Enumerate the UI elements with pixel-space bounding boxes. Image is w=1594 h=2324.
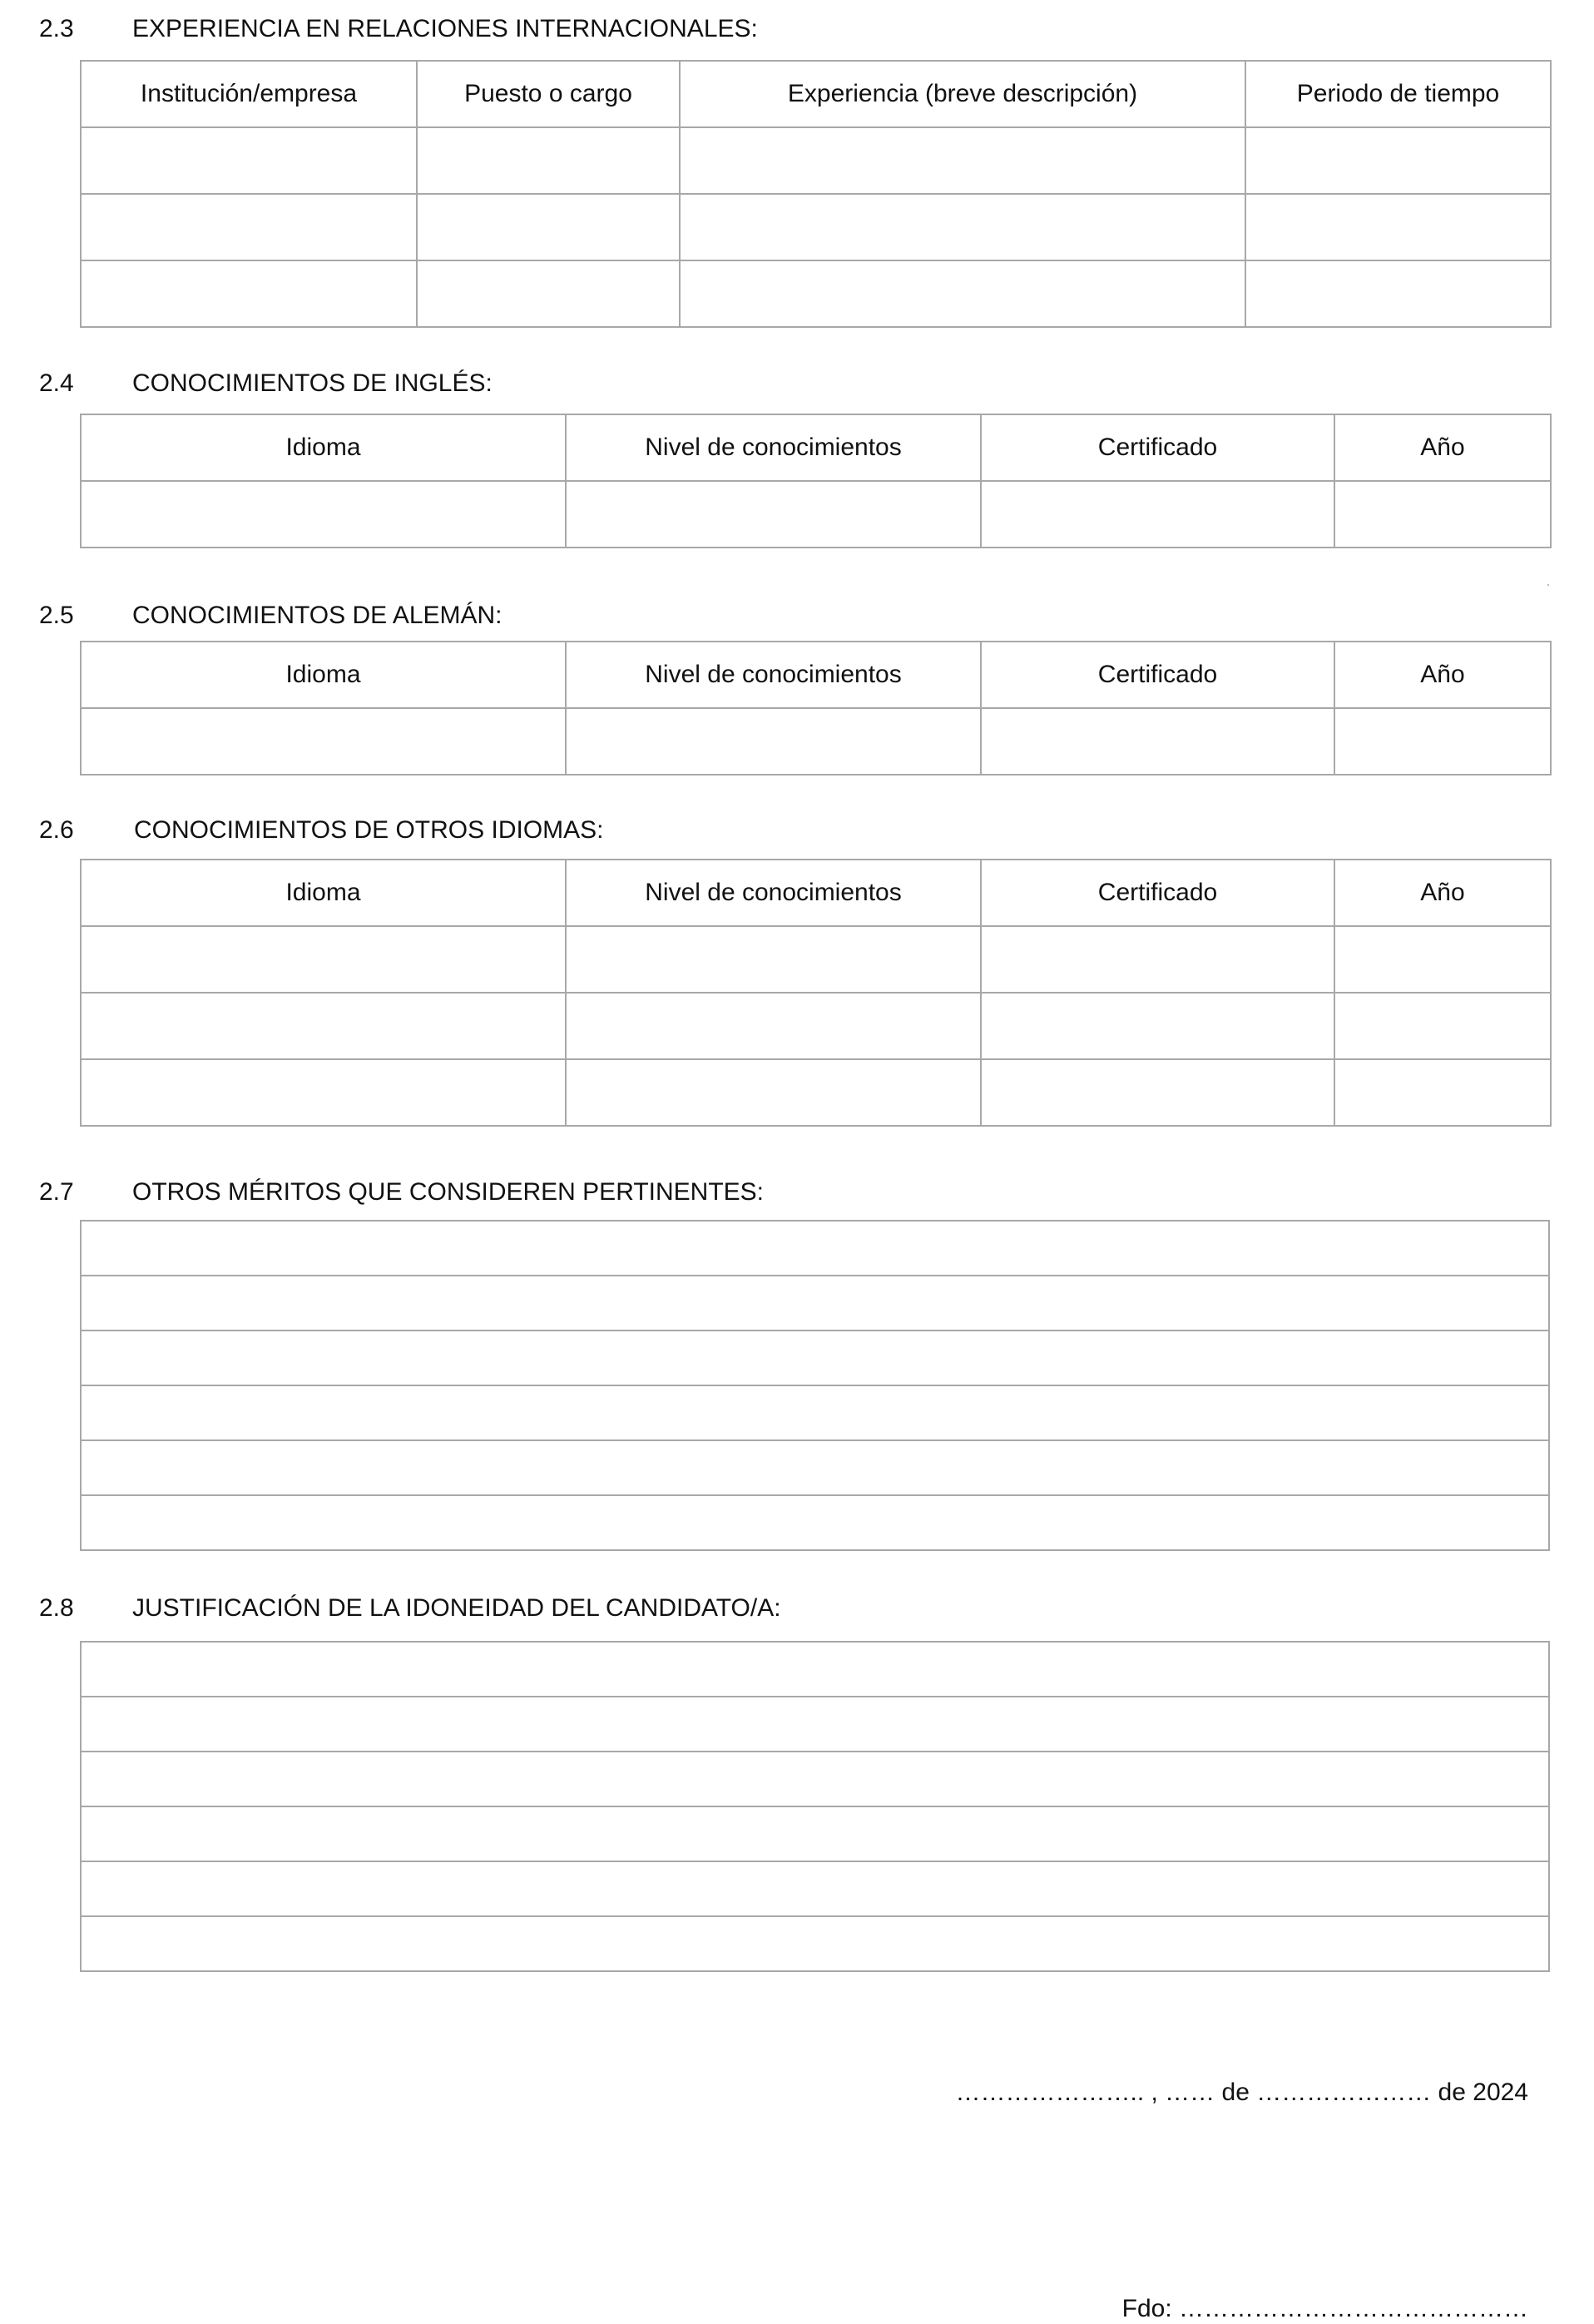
empty-cell[interactable]: [81, 1221, 1549, 1276]
empty-cell[interactable]: [81, 481, 566, 548]
empty-cell[interactable]: [1245, 260, 1551, 327]
empty-cell[interactable]: [81, 1697, 1549, 1752]
empty-cell[interactable]: [81, 1752, 1549, 1806]
section-title: CONOCIMIENTOS DE INGLÉS:: [132, 369, 493, 397]
column-header: Certificado: [981, 414, 1334, 481]
section-2-7-heading: [39, 1177, 764, 1207]
table-row: [81, 1495, 1549, 1550]
empty-cell[interactable]: [566, 708, 981, 775]
empty-cell[interactable]: [1245, 127, 1551, 194]
table-header-row: [81, 642, 1551, 708]
table-row: [81, 993, 1551, 1059]
table-row: [81, 260, 1551, 327]
empty-cell[interactable]: [81, 1059, 566, 1126]
table-row: [81, 926, 1551, 993]
section-number: 2.8: [39, 1594, 74, 1622]
section-number: 2.4: [39, 369, 74, 397]
section-number: 2.6: [39, 816, 74, 844]
empty-cell[interactable]: [417, 260, 680, 327]
place-date-line: ………………….. , …… de ………………… de 2024: [955, 2079, 1528, 2106]
table-row: [81, 481, 1551, 548]
table-header-row: [81, 414, 1551, 481]
table-row: [81, 1642, 1549, 1697]
empty-cell[interactable]: [81, 993, 566, 1059]
empty-cell[interactable]: [81, 194, 417, 260]
table-row: [81, 1059, 1551, 1126]
empty-cell[interactable]: [566, 481, 981, 548]
empty-cell[interactable]: [680, 260, 1245, 327]
section-2-4-heading: [39, 369, 493, 399]
section-title: CONOCIMIENTOS DE ALEMÁN:: [132, 602, 502, 629]
section-number: 2.5: [39, 602, 74, 629]
empty-cell[interactable]: [417, 194, 680, 260]
empty-cell[interactable]: [566, 993, 981, 1059]
empty-cell[interactable]: [566, 926, 981, 993]
empty-cell[interactable]: [81, 127, 417, 194]
empty-cell[interactable]: [981, 481, 1334, 548]
table-row: [81, 1440, 1549, 1495]
empty-cell[interactable]: [81, 708, 566, 775]
column-header: Nivel de conocimientos: [566, 642, 981, 708]
empty-cell[interactable]: [81, 1330, 1549, 1385]
empty-cell[interactable]: [81, 1806, 1549, 1861]
empty-cell[interactable]: [981, 1059, 1334, 1126]
empty-cell[interactable]: [981, 926, 1334, 993]
empty-cell[interactable]: [81, 926, 566, 993]
empty-cell[interactable]: [81, 1440, 1549, 1495]
column-header: Puesto o cargo: [417, 61, 680, 127]
empty-cell[interactable]: [1334, 481, 1551, 548]
column-header: Año: [1334, 860, 1551, 926]
column-header: Certificado: [981, 642, 1334, 708]
table-row: [81, 194, 1551, 260]
empty-cell[interactable]: [417, 127, 680, 194]
signature-line: Fdo: ……………………………………: [1121, 2295, 1528, 2322]
other-merits-table: [80, 1220, 1550, 1551]
section-number: 2.7: [39, 1178, 74, 1206]
table-row: [81, 1861, 1549, 1916]
column-header: Experiencia (breve descripción): [680, 61, 1245, 127]
empty-cell[interactable]: [81, 1495, 1549, 1550]
section-title: OTROS MÉRITOS QUE CONSIDEREN PERTINENTES:: [132, 1178, 764, 1206]
table-row: [81, 1752, 1549, 1806]
table-row: [81, 1385, 1549, 1440]
empty-cell[interactable]: [81, 1276, 1549, 1330]
section-2-3-heading: [39, 14, 758, 44]
column-header: Año: [1334, 414, 1551, 481]
empty-cell[interactable]: [81, 1861, 1549, 1916]
empty-cell[interactable]: [1245, 194, 1551, 260]
column-header: Certificado: [981, 860, 1334, 926]
section-title: EXPERIENCIA EN RELACIONES INTERNACIONALES:: [132, 15, 758, 42]
empty-cell[interactable]: [566, 1059, 981, 1126]
international-experience-table: [80, 60, 1552, 328]
candidate-justification-table: [80, 1641, 1550, 1972]
empty-cell[interactable]: [81, 1385, 1549, 1440]
table-header-row: [81, 860, 1551, 926]
speck-mark: [1547, 584, 1549, 586]
table-row: [81, 1916, 1549, 1971]
table-row: [81, 1330, 1549, 1385]
other-languages-table: [80, 859, 1552, 1127]
section-2-6-heading: [39, 815, 604, 845]
column-header: Nivel de conocimientos: [566, 860, 981, 926]
empty-cell[interactable]: [81, 1642, 1549, 1697]
empty-cell[interactable]: [1334, 993, 1551, 1059]
column-header: Idioma: [81, 860, 566, 926]
table-row: [81, 1697, 1549, 1752]
empty-cell[interactable]: [680, 127, 1245, 194]
column-header: Año: [1334, 642, 1551, 708]
column-header: Institución/empresa: [81, 61, 417, 127]
section-2-5-heading: [39, 601, 502, 631]
empty-cell[interactable]: [1334, 708, 1551, 775]
section-number: 2.3: [39, 15, 74, 42]
empty-cell[interactable]: [81, 260, 417, 327]
table-row: [81, 127, 1551, 194]
empty-cell[interactable]: [1334, 1059, 1551, 1126]
column-header: Periodo de tiempo: [1245, 61, 1551, 127]
table-row: [81, 708, 1551, 775]
empty-cell[interactable]: [81, 1916, 1549, 1971]
section-title: JUSTIFICACIÓN DE LA IDONEIDAD DEL CANDIDATO/A:: [132, 1594, 781, 1622]
table-row: [81, 1806, 1549, 1861]
column-header: Idioma: [81, 642, 566, 708]
empty-cell[interactable]: [981, 993, 1334, 1059]
table-row: [81, 1221, 1549, 1276]
section-title: CONOCIMIENTOS DE OTROS IDIOMAS:: [134, 816, 604, 844]
german-knowledge-table: [80, 641, 1552, 775]
column-header: Nivel de conocimientos: [566, 414, 981, 481]
column-header: Idioma: [81, 414, 566, 481]
table-header-row: [81, 61, 1551, 127]
table-row: [81, 1276, 1549, 1330]
section-2-8-heading: [39, 1593, 781, 1623]
empty-cell[interactable]: [680, 194, 1245, 260]
empty-cell[interactable]: [1334, 926, 1551, 993]
english-knowledge-table: [80, 414, 1552, 548]
empty-cell[interactable]: [981, 708, 1334, 775]
